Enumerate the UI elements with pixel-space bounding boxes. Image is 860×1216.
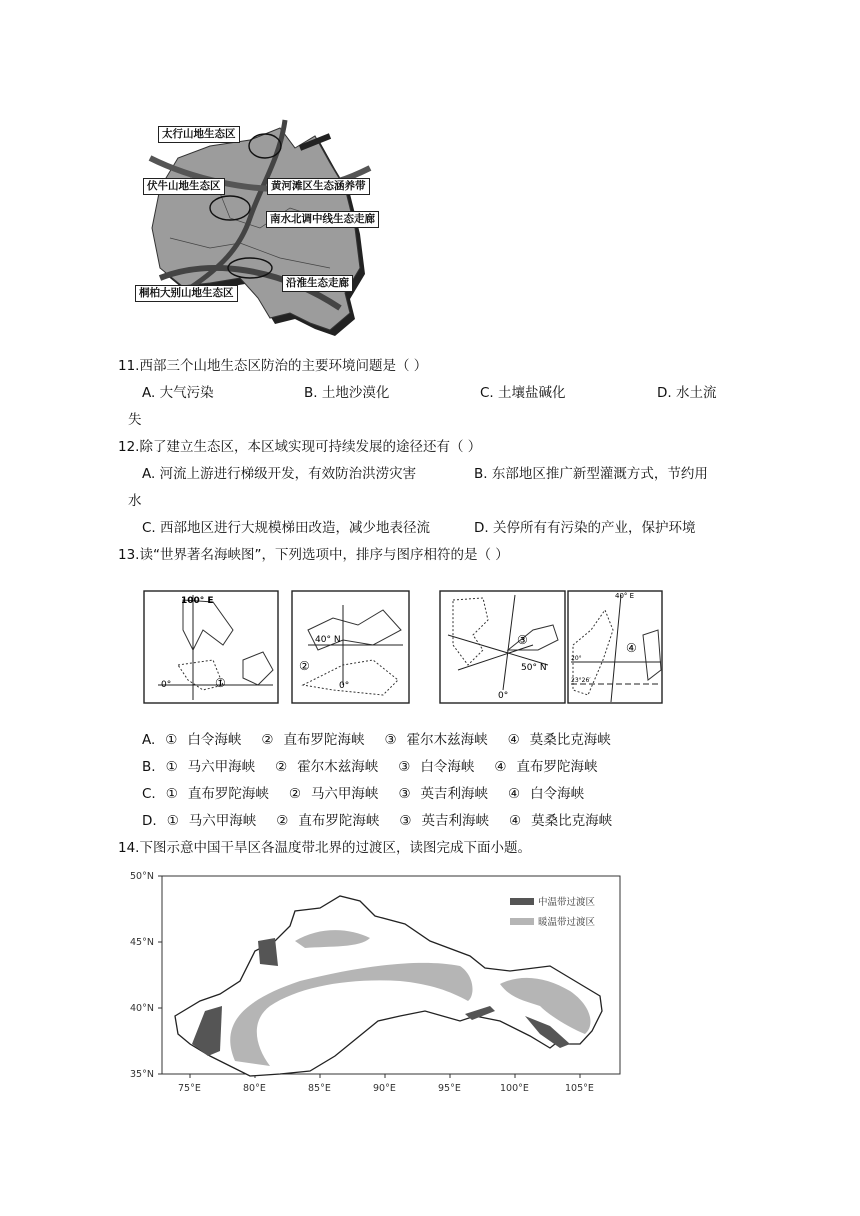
strait-maps [143,590,663,706]
p3-num: ③ [517,633,528,647]
y-tick-45: 45°N [130,937,154,948]
y-tick-35: 35°N [130,1069,154,1080]
legend-swatch-warm [510,918,534,925]
q11-option-b[interactable]: B. 土地沙漠化 [304,385,390,401]
q11-option-a[interactable]: A. 大气污染 [142,385,214,401]
q11-option-c[interactable]: C. 土壤盐碱化 [480,385,566,401]
x-tick-90: 90°E [373,1083,396,1094]
x-tick-85: 85°E [308,1083,331,1094]
q13-option-c[interactable]: C. ① 直布罗陀海峡 ② 马六甲海峡 ③ 英吉利海峡 ④ 白令海峡 [142,786,585,802]
label-yellow-river: 黄河滩区生态涵养带 [267,178,370,195]
q13-option-b[interactable]: B. ① 马六甲海峡 ② 霍尔木兹海峡 ③ 白令海峡 ④ 直布罗陀海峡 [142,759,598,775]
x-tick-105: 105°E [565,1083,594,1094]
q12-option-c[interactable]: C. 西部地区进行大规模梯田改造，减少地表径流 [142,520,431,536]
legend-mid-label: 中温带过渡区 [538,897,596,908]
strait-maps-graphic [143,590,663,706]
p3-lat-label: 50° N [521,663,547,673]
q11-option-d[interactable]: D. 水土流 [657,385,717,401]
region-map-graphic [130,118,380,340]
x-tick-75: 75°E [178,1083,201,1094]
y-tick-50: 50°N [130,871,154,882]
arid-region-map [130,866,630,1101]
q12-stem: 12.除了建立生态区，本区域实现可持续发展的途径还有（ ） [118,439,482,455]
label-huai-corridor: 沿淮生态走廊 [282,275,353,292]
legend-swatch-mid [510,898,534,905]
q14-stem: 14.下图示意中国干旱区各温度带北界的过渡区，读图完成下面小题。 [118,840,531,856]
p1-lon-label: 100° E [181,596,214,606]
p4-lon-label: 40° E [615,592,635,600]
q12-option-b-cont: 水 [128,493,142,509]
q13-option-d[interactable]: D. ① 马六甲海峡 ② 直布罗陀海峡 ③ 英吉利海峡 ④ 莫桑比克海峡 [142,813,613,829]
p3-lon-label: 0° [498,691,509,701]
label-tongbai-dabie: 桐柏大别山地生态区 [135,285,238,302]
x-tick-100: 100°E [500,1083,529,1094]
q12-option-a[interactable]: A. 河流上游进行梯级开发，有效防治洪涝灾害 [142,466,417,482]
q11-stem: 11.西部三个山地生态区防治的主要环境问题是（ ） [118,358,428,374]
x-tick-80: 80°E [243,1083,266,1094]
p1-lat-label: 0° [161,680,172,690]
label-south-north-water: 南水北调中线生态走廊 [266,211,379,228]
p2-lat-label: 40° N [315,635,341,645]
label-taihang: 太行山地生态区 [158,126,240,143]
p4-lat2-label: 23°26′ [571,677,591,684]
q13-stem: 13.读“世界著名海峡图”，下列选项中，排序与图序相符的是（ ） [118,547,509,563]
label-funiu: 伏牛山地生态区 [143,178,225,195]
p4-num: ④ [626,641,637,655]
y-tick-40: 40°N [130,1003,154,1014]
p1-num: ① [215,676,226,690]
arid-region-map-graphic [130,866,630,1101]
q12-option-b[interactable]: B. 东部地区推广新型灌溉方式，节约用 [474,466,708,482]
p2-lon-label: 0° [339,681,350,691]
q11-option-d-cont: 失 [128,412,142,428]
legend-warm-label: 暖温带过渡区 [538,917,596,928]
p4-lat1-label: 20° [571,655,582,662]
x-tick-95: 95°E [438,1083,461,1094]
ecological-zones-map [130,118,380,340]
q12-option-d[interactable]: D. 关停所有有污染的产业，保护环境 [474,520,696,536]
q13-option-a[interactable]: A. ① 白令海峡 ② 直布罗陀海峡 ③ 霍尔木兹海峡 ④ 莫桑比克海峡 [142,732,611,748]
p2-num: ② [299,659,310,673]
